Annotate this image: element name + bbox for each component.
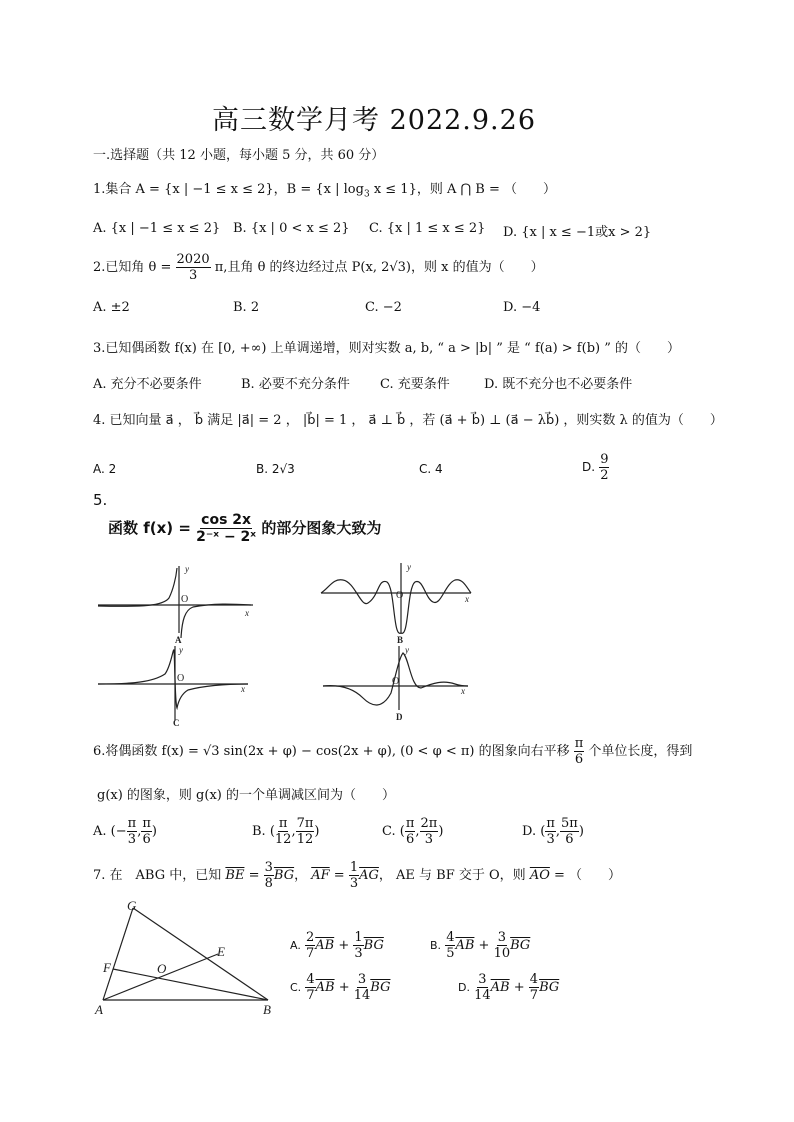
- q6-option-b[interactable]: B. ( $\frac{\pi}{12}$ , $\frac{7\pi}{12}$ ): [252, 816, 320, 847]
- graph-d-x-label: x: [461, 686, 465, 696]
- q3-option-a[interactable]: A. 充分不必要条件: [93, 377, 202, 392]
- point-e: E: [217, 944, 225, 959]
- point-b: B: [263, 1002, 271, 1017]
- graph-a-x-label: x: [245, 608, 249, 618]
- graph-d-origin: O: [392, 676, 400, 687]
- graph-a[interactable]: [98, 566, 253, 638]
- graph-b-label: B: [397, 635, 404, 645]
- q2-option-c[interactable]: C. −2: [365, 300, 402, 315]
- point-a: A: [95, 1002, 103, 1017]
- graph-c-label: C: [173, 718, 180, 728]
- graph-c-y-label: y: [179, 645, 183, 655]
- graph-a-y-label: y: [185, 564, 189, 574]
- q4-option-c[interactable]: C. 4: [419, 462, 443, 476]
- q4-stem: 4. 已知向量 a⃗ ， b⃗ 满足 |a⃗| = 2 ， |b⃗| = 1 ， a⃗ ⊥ b⃗ ，若 (a⃗ + b⃗) ⊥ (a⃗ − λb⃗) ，则实数 λ 的值为（ ）: [93, 413, 723, 428]
- graph-d-y-label: y: [405, 645, 409, 655]
- q2-option-b[interactable]: B. 2: [233, 300, 260, 315]
- q6-option-c[interactable]: C. ( $\frac{\pi}{6}$ , $\frac{2\pi}{3}$ ): [382, 816, 444, 847]
- q4-option-d[interactable]: D. $\frac{9}{2}$: [582, 452, 609, 483]
- point-f: F: [103, 960, 111, 975]
- section-heading: 一.选择题（共 12 小题，每小题 5 分，共 60 分）: [93, 148, 385, 163]
- q2-stem: 2.已知角 θ = $\frac{2020}{3}$ π,且角 θ 的终边经过点 P(x, 2√3)，则 x 的值为（ ）: [93, 252, 544, 283]
- q1-option-b[interactable]: B. {x | 0 < x ≤ 2}: [233, 221, 350, 236]
- q7-option-c[interactable]: C. $\frac{4}{7}$ $\overline{AB}$ + $\frac{3}{14}$ $\overline{BG}$: [290, 972, 391, 1003]
- q1-option-c[interactable]: C. {x | 1 ≤ x ≤ 2}: [369, 221, 486, 236]
- graph-a-label: A: [175, 635, 182, 645]
- q1-option-a[interactable]: A. {x | −1 ≤ x ≤ 2}: [93, 221, 221, 236]
- q6-option-a[interactable]: A. (− $\frac{\pi}{3}$ , $\frac{\pi}{6}$ ): [93, 816, 157, 847]
- graph-a-origin: O: [181, 594, 189, 605]
- q7-option-b[interactable]: B. $\frac{4}{5}$ $\overline{AB}$ + $\frac{3}{10}$ $\overline{BG}$: [430, 930, 531, 961]
- q6-stem-line1: 6.将偶函数 f(x) = √3 sin(2x + φ) − cos(2x + φ), (0 < φ < π) 的图象向右平移 $\frac{\pi}{6}$ 个单位长度，得到: [93, 736, 693, 767]
- point-o: O: [157, 961, 167, 976]
- q3-stem: 3.已知偶函数 f(x) 在 [0, +∞) 上单调递增，则对实数 a, b, “ a > |b| ” 是 “ f(a) > f(b) ” 的（ ）: [93, 341, 680, 356]
- graph-c-x-label: x: [241, 684, 245, 694]
- q6-stem-line2: g(x) 的图象，则 g(x) 的一个单调减区间为（ ）: [97, 788, 395, 803]
- q5-stem: 函数 f(x) = $\frac{\cos 2x}{\text{2⁻ˣ − 2ˣ}}$ 的部分图象大致为: [108, 512, 382, 545]
- graph-c[interactable]: [98, 646, 248, 720]
- graph-b-origin: O: [396, 590, 404, 601]
- q2-option-a[interactable]: A. ±2: [93, 300, 130, 315]
- graph-b-x-label: x: [465, 594, 469, 604]
- q6-option-d[interactable]: D. ( $\frac{\pi}{3}$ , $\frac{5\pi}{6}$ ): [522, 816, 584, 847]
- q4-option-b[interactable]: B. 2√3: [256, 462, 295, 476]
- q1-stem: 1.集合 A = {x | −1 ≤ x ≤ 2}，B = {x | $\log_3 x \le 1$}，则 A ⋂ B = （ ）: [93, 182, 557, 200]
- q7-option-d[interactable]: D. $\frac{3}{14}$ $\overline{AB}$ + $\frac{4}{7}$ $\overline{BG}$: [458, 972, 560, 1003]
- graph-c-origin: O: [177, 673, 185, 684]
- point-g: G: [127, 898, 137, 913]
- q5-graphs: [93, 558, 513, 728]
- graph-b-y-label: y: [407, 562, 411, 572]
- q4-option-a[interactable]: A. 2: [93, 462, 117, 476]
- q3-option-b[interactable]: B. 必要不充分条件: [241, 377, 350, 392]
- q3-option-d[interactable]: D. 既不充分也不必要条件: [484, 377, 633, 392]
- q5-number: 5.: [93, 491, 108, 509]
- page-title: 高三数学月考 2022.9.26: [212, 105, 536, 136]
- q7-option-a[interactable]: A. $\frac{2}{7}$ $\overline{AB}$ + $\frac{1}{3}$ $\overline{BG}$: [290, 930, 384, 961]
- q2-option-d[interactable]: D. −4: [503, 300, 541, 315]
- q1-option-d[interactable]: D. {x | x ≤ −1或x > 2}: [503, 225, 652, 240]
- q3-option-c[interactable]: C. 充要条件: [380, 377, 450, 392]
- q7-triangle-figure: [93, 898, 283, 1020]
- graph-d-label: D: [396, 712, 403, 722]
- q7-stem: 7. 在 ABG 中，已知 $\overline{BE}$ = $\frac{3}{8}$ $\overline{BG}$， $\overline{AF}$ = $\frac{1}{3}$ $\overline{AG}$， AE 与 BF 交于 O，则 $\overline{AO}$ = （ ）: [93, 860, 622, 891]
